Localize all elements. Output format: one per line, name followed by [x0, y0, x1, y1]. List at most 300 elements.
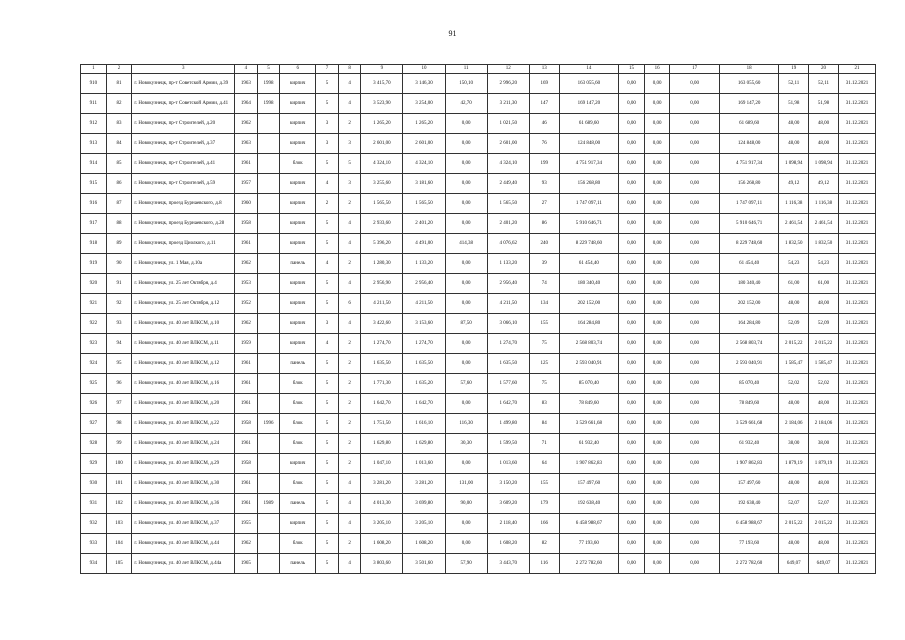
entrances-cell: 4 [338, 514, 361, 534]
unit-cost-19: 61,00 [779, 274, 809, 294]
floors-cell: 5 [316, 394, 339, 414]
total-area: 3 422,60 [361, 314, 403, 334]
column-number-header: 1 [81, 65, 107, 74]
total-cost: 192 638,40 [559, 494, 619, 514]
year-built: 1961 [235, 154, 258, 174]
residential-area: 1 021,50 [487, 114, 529, 134]
residents-count: 86 [529, 214, 559, 234]
entrances-cell: 2 [338, 374, 361, 394]
wall-material: кирпич [280, 234, 316, 254]
wall-material: панель [280, 554, 316, 574]
residents-count: 199 [529, 154, 559, 174]
cost-col-18: 192 638,40 [719, 494, 779, 514]
living-area: 1 642,70 [403, 394, 445, 414]
entrances-cell: 3 [338, 174, 361, 194]
date-cell: 31.12.2021 [838, 554, 875, 574]
table-row [81, 194, 876, 214]
nonresidential-area: 42,70 [445, 94, 487, 114]
cost-col-18: 2 593 040,91 [719, 354, 779, 374]
address-cell: г. Новокузнецк, проезд Циолкого, д.11 [132, 234, 235, 254]
cost-col-15: 0,00 [619, 174, 645, 194]
cost-col-17: 0,00 [670, 414, 719, 434]
address-cell: г. Новокузнецк, ул. 40 лет ВЛКСМ, д.20 [132, 394, 235, 414]
year-built: 1965 [235, 554, 258, 574]
row-index: 913 [81, 134, 107, 154]
year-built: 1962 [235, 114, 258, 134]
column-number-header: 6 [280, 65, 316, 74]
residential-area: 3 211,30 [487, 94, 529, 114]
floors-cell: 5 [316, 514, 339, 534]
residents-count: 155 [529, 314, 559, 334]
residents-count: 76 [529, 134, 559, 154]
unit-cost-20: 52,09 [809, 314, 839, 334]
cost-col-16: 0,00 [644, 94, 670, 114]
cost-col-15: 0,00 [619, 394, 645, 414]
row-number: 89 [106, 234, 132, 254]
nonresidential-area: 0,00 [445, 394, 487, 414]
living-area: 4 491,00 [403, 234, 445, 254]
total-cost: 61 454,40 [559, 254, 619, 274]
unit-cost-19: 52,09 [779, 314, 809, 334]
date-cell: 31.12.2021 [838, 454, 875, 474]
date-cell: 31.12.2021 [838, 374, 875, 394]
floors-cell: 5 [316, 214, 339, 234]
cost-col-17: 0,00 [670, 454, 719, 474]
year-built: 1961 [235, 234, 258, 254]
year-renovated [257, 374, 280, 394]
residents-count: 75 [529, 374, 559, 394]
date-cell: 31.12.2021 [838, 154, 875, 174]
total-area: 4 211,50 [361, 294, 403, 314]
date-cell: 31.12.2021 [838, 334, 875, 354]
wall-material: кирпич [280, 114, 316, 134]
total-area: 1 047,10 [361, 454, 403, 474]
unit-cost-20: 54,23 [809, 254, 839, 274]
floors-cell: 3 [316, 134, 339, 154]
date-cell: 31.12.2021 [838, 114, 875, 134]
unit-cost-20: 1 879,19 [809, 454, 839, 474]
residential-area: 1 599,50 [487, 434, 529, 454]
unit-cost-19: 1 098,94 [779, 154, 809, 174]
row-index: 912 [81, 114, 107, 134]
row-index: 919 [81, 254, 107, 274]
row-number: 97 [106, 394, 132, 414]
cost-col-15: 0,00 [619, 374, 645, 394]
total-cost: 5 910 646,71 [559, 214, 619, 234]
cost-col-15: 0,00 [619, 354, 645, 374]
floors-cell: 4 [316, 254, 339, 274]
total-area: 3 255,60 [361, 174, 403, 194]
floors-cell: 5 [316, 154, 339, 174]
unit-cost-20: 2 015,22 [809, 514, 839, 534]
year-built: 1961 [235, 374, 258, 394]
unit-cost-19: 2 461,54 [779, 214, 809, 234]
row-index: 910 [81, 74, 107, 94]
column-number-header: 11 [445, 65, 487, 74]
cost-col-18: 2 272 782,60 [719, 554, 779, 574]
year-renovated: 1998 [257, 94, 280, 114]
residential-area: 4 324,10 [487, 154, 529, 174]
entrances-cell: 2 [338, 414, 361, 434]
residential-area: 1 608,20 [487, 534, 529, 554]
unit-cost-19: 48,00 [779, 474, 809, 494]
row-index: 914 [81, 154, 107, 174]
residential-area: 1 133,20 [487, 254, 529, 274]
total-area: 3 415,70 [361, 74, 403, 94]
residential-area: 1 635,50 [487, 354, 529, 374]
address-cell: г. Новокузнецк, ул. 40 лет ВЛКСМ, д.10 [132, 314, 235, 334]
unit-cost-19: 51,98 [779, 94, 809, 114]
address-cell: г. Новокузнецк, ул. 40 лет ВЛКСМ, д.11 [132, 334, 235, 354]
cost-col-15: 0,00 [619, 494, 645, 514]
cost-col-16: 0,00 [644, 534, 670, 554]
year-renovated [257, 154, 280, 174]
residential-area: 3 066,10 [487, 314, 529, 334]
cost-col-18: 61 932,40 [719, 434, 779, 454]
row-index: 920 [81, 274, 107, 294]
residents-count: 74 [529, 274, 559, 294]
cost-col-18: 4 751 917,34 [719, 154, 779, 174]
table-row [81, 74, 876, 94]
column-number-header: 14 [559, 65, 619, 74]
entrances-cell: 4 [338, 554, 361, 574]
cost-col-17: 0,00 [670, 554, 719, 574]
cost-col-16: 0,00 [644, 454, 670, 474]
cost-col-15: 0,00 [619, 454, 645, 474]
cost-col-17: 0,00 [670, 294, 719, 314]
year-built: 1961 [235, 354, 258, 374]
cost-col-16: 0,00 [644, 174, 670, 194]
year-built: 1961 [235, 494, 258, 514]
cost-col-16: 0,00 [644, 374, 670, 394]
entrances-cell: 3 [338, 134, 361, 154]
cost-col-16: 0,00 [644, 414, 670, 434]
floors-cell: 4 [316, 334, 339, 354]
total-area: 1 265,20 [361, 114, 403, 134]
date-cell: 31.12.2021 [838, 434, 875, 454]
cost-col-16: 0,00 [644, 114, 670, 134]
living-area: 2 956,40 [403, 274, 445, 294]
total-cost: 2 272 782,60 [559, 554, 619, 574]
unit-cost-20: 2 184,06 [809, 414, 839, 434]
cost-col-18: 6 458 988,67 [719, 514, 779, 534]
row-number: 82 [106, 94, 132, 114]
living-area: 1 265,20 [403, 114, 445, 134]
nonresidential-area: 150,10 [445, 74, 487, 94]
table-row [81, 114, 876, 134]
year-renovated [257, 554, 280, 574]
residential-area: 2 449,40 [487, 174, 529, 194]
floors-cell: 3 [316, 314, 339, 334]
nonresidential-area: 0,00 [445, 154, 487, 174]
year-renovated [257, 434, 280, 454]
date-cell: 31.12.2021 [838, 134, 875, 154]
living-area: 3 153,60 [403, 314, 445, 334]
residential-area: 1 274,70 [487, 334, 529, 354]
floors-cell: 5 [316, 354, 339, 374]
cost-col-17: 0,00 [670, 274, 719, 294]
year-built: 1962 [235, 314, 258, 334]
residents-count: 27 [529, 194, 559, 214]
year-built: 1961 [235, 394, 258, 414]
table-row [81, 374, 876, 394]
residential-area: 1 577,60 [487, 374, 529, 394]
cost-col-15: 0,00 [619, 274, 645, 294]
cost-col-16: 0,00 [644, 474, 670, 494]
cost-col-16: 0,00 [644, 494, 670, 514]
unit-cost-20: 649,07 [809, 554, 839, 574]
row-index: 923 [81, 334, 107, 354]
unit-cost-20: 48,00 [809, 134, 839, 154]
total-cost: 124 848,00 [559, 134, 619, 154]
table-row [81, 134, 876, 154]
column-number-header: 13 [529, 65, 559, 74]
cost-col-16: 0,00 [644, 254, 670, 274]
nonresidential-area: 414,38 [445, 234, 487, 254]
row-index: 932 [81, 514, 107, 534]
column-number-header: 19 [779, 65, 809, 74]
row-number: 81 [106, 74, 132, 94]
date-cell: 31.12.2021 [838, 254, 875, 274]
column-number-row [81, 65, 876, 74]
column-number-header: 12 [487, 65, 529, 74]
address-cell: г. Новокузнецк, проезд Бурнаевского, д.28 [132, 214, 235, 234]
nonresidential-area: 0,00 [445, 454, 487, 474]
table-row [81, 274, 876, 294]
nonresidential-area: 90,00 [445, 494, 487, 514]
cost-col-18: 2 568 803,74 [719, 334, 779, 354]
residents-count: 64 [529, 454, 559, 474]
cost-col-17: 0,00 [670, 494, 719, 514]
cost-col-17: 0,00 [670, 374, 719, 394]
nonresidential-area: 87,50 [445, 314, 487, 334]
date-cell: 31.12.2021 [838, 234, 875, 254]
unit-cost-20: 1 585,47 [809, 354, 839, 374]
unit-cost-20: 49,12 [809, 174, 839, 194]
unit-cost-19: 48,00 [779, 534, 809, 554]
cost-col-18: 164 284,80 [719, 314, 779, 334]
total-cost: 61 689,60 [559, 114, 619, 134]
year-built: 1962 [235, 254, 258, 274]
residential-area: 4 211,50 [487, 294, 529, 314]
date-cell: 31.12.2021 [838, 194, 875, 214]
cost-col-15: 0,00 [619, 74, 645, 94]
total-area: 4 324,10 [361, 154, 403, 174]
entrances-cell: 2 [338, 394, 361, 414]
cost-col-16: 0,00 [644, 294, 670, 314]
nonresidential-area: 0,00 [445, 534, 487, 554]
residents-count: 46 [529, 114, 559, 134]
entrances-cell: 4 [338, 474, 361, 494]
residents-count: 75 [529, 334, 559, 354]
cost-col-18: 61 689,60 [719, 114, 779, 134]
total-area: 2 933,60 [361, 214, 403, 234]
residents-count: 84 [529, 414, 559, 434]
nonresidential-area: 0,00 [445, 274, 487, 294]
total-cost: 156 268,80 [559, 174, 619, 194]
year-renovated [257, 454, 280, 474]
date-cell: 31.12.2021 [838, 94, 875, 114]
entrances-cell: 4 [338, 94, 361, 114]
table-row [81, 534, 876, 554]
entrances-cell: 2 [338, 194, 361, 214]
wall-material: кирпич [280, 274, 316, 294]
cost-col-17: 0,00 [670, 174, 719, 194]
table-row [81, 214, 876, 234]
row-number: 88 [106, 214, 132, 234]
wall-material: кирпич [280, 334, 316, 354]
residents-count: 134 [529, 294, 559, 314]
year-renovated [257, 534, 280, 554]
date-cell: 31.12.2021 [838, 274, 875, 294]
wall-material: блок [280, 154, 316, 174]
year-built: 1963 [235, 74, 258, 94]
total-area: 1 771,30 [361, 374, 403, 394]
entrances-cell: 4 [338, 314, 361, 334]
address-cell: г. Новокузнецк, ул. 40 лет ВЛКСМ, д.16 [132, 374, 235, 394]
row-index: 916 [81, 194, 107, 214]
table-row [81, 394, 876, 414]
column-number-header: 8 [338, 65, 361, 74]
year-built: 1961 [235, 434, 258, 454]
total-area: 5 396,20 [361, 234, 403, 254]
cost-col-18: 180 340,40 [719, 274, 779, 294]
address-cell: г. Новокузнецк, ул. 40 лет ВЛКСМ, д.22 [132, 414, 235, 434]
row-number: 92 [106, 294, 132, 314]
cost-col-15: 0,00 [619, 314, 645, 334]
total-cost: 78 849,60 [559, 394, 619, 414]
residents-count: 147 [529, 94, 559, 114]
total-cost: 4 751 917,34 [559, 154, 619, 174]
cost-col-15: 0,00 [619, 434, 645, 454]
total-area: 1 635,50 [361, 354, 403, 374]
residential-area: 1 642,70 [487, 394, 529, 414]
residential-area: 3 443,70 [487, 554, 529, 574]
cost-col-16: 0,00 [644, 314, 670, 334]
living-area: 3 205,10 [403, 514, 445, 534]
cost-col-15: 0,00 [619, 554, 645, 574]
wall-material: панель [280, 254, 316, 274]
nonresidential-area: 116,30 [445, 414, 487, 434]
cost-col-15: 0,00 [619, 94, 645, 114]
row-number: 98 [106, 414, 132, 434]
floors-cell: 5 [316, 494, 339, 514]
date-cell: 31.12.2021 [838, 294, 875, 314]
residential-area: 3 609,20 [487, 494, 529, 514]
floors-cell: 5 [316, 94, 339, 114]
cost-col-15: 0,00 [619, 334, 645, 354]
address-cell: г. Новокузнецк, проезд Бурнаевского, д.8 [132, 194, 235, 214]
residents-count: 93 [529, 174, 559, 194]
unit-cost-20: 52,11 [809, 74, 839, 94]
date-cell: 31.12.2021 [838, 214, 875, 234]
total-cost: 163 055,60 [559, 74, 619, 94]
date-cell: 31.12.2021 [838, 514, 875, 534]
cost-col-16: 0,00 [644, 134, 670, 154]
cost-col-15: 0,00 [619, 214, 645, 234]
date-cell: 31.12.2021 [838, 494, 875, 514]
floors-cell: 5 [316, 74, 339, 94]
cost-col-18: 3 529 661,68 [719, 414, 779, 434]
residential-area: 2 401,20 [487, 214, 529, 234]
row-number: 99 [106, 434, 132, 454]
total-cost: 164 284,80 [559, 314, 619, 334]
cost-col-18: 85 070,40 [719, 374, 779, 394]
row-index: 925 [81, 374, 107, 394]
column-number-header: 10 [403, 65, 445, 74]
year-renovated [257, 134, 280, 154]
floors-cell: 5 [316, 274, 339, 294]
unit-cost-19: 2 184,06 [779, 414, 809, 434]
unit-cost-19: 2 015,22 [779, 514, 809, 534]
living-area: 1 133,20 [403, 254, 445, 274]
total-area: 3 523,90 [361, 94, 403, 114]
wall-material: блок [280, 434, 316, 454]
row-index: 928 [81, 434, 107, 454]
table-row [81, 354, 876, 374]
column-number-header: 18 [719, 65, 779, 74]
wall-material: кирпич [280, 454, 316, 474]
wall-material: кирпич [280, 94, 316, 114]
unit-cost-19: 48,00 [779, 114, 809, 134]
cost-col-18: 77 193,60 [719, 534, 779, 554]
cost-col-17: 0,00 [670, 94, 719, 114]
unit-cost-19: 2 015,22 [779, 334, 809, 354]
cost-col-15: 0,00 [619, 134, 645, 154]
date-cell: 31.12.2021 [838, 474, 875, 494]
unit-cost-19: 52,07 [779, 494, 809, 514]
year-built: 1955 [235, 514, 258, 534]
cost-col-17: 0,00 [670, 534, 719, 554]
wall-material: кирпич [280, 174, 316, 194]
address-cell: г. Новокузнецк, пр-т Строителей, д.20 [132, 114, 235, 134]
year-built: 1957 [235, 174, 258, 194]
residential-area: 2 601,00 [487, 134, 529, 154]
nonresidential-area: 0,00 [445, 334, 487, 354]
row-index: 926 [81, 394, 107, 414]
entrances-cell: 6 [338, 294, 361, 314]
entrances-cell: 2 [338, 334, 361, 354]
unit-cost-19: 1 879,19 [779, 454, 809, 474]
table-body [81, 74, 876, 574]
cost-col-18: 8 229 748,60 [719, 234, 779, 254]
nonresidential-area: 0,00 [445, 514, 487, 534]
unit-cost-19: 1 585,47 [779, 354, 809, 374]
row-index: 918 [81, 234, 107, 254]
total-cost: 169 147,20 [559, 94, 619, 114]
nonresidential-area: 0,00 [445, 214, 487, 234]
address-cell: г. Новокузнецк, пр-т Советской Армии, д.41 [132, 94, 235, 114]
living-area: 1 629,80 [403, 434, 445, 454]
unit-cost-20: 48,00 [809, 294, 839, 314]
total-cost: 1 747 097,11 [559, 194, 619, 214]
cost-col-16: 0,00 [644, 154, 670, 174]
address-cell: г. Новокузнецк, пр-т Строителей, д.59 [132, 174, 235, 194]
date-cell: 31.12.2021 [838, 174, 875, 194]
wall-material: кирпич [280, 294, 316, 314]
total-cost: 61 932,40 [559, 434, 619, 454]
address-cell: г. Новокузнецк, ул. 25 лет Октября, д.12 [132, 294, 235, 314]
unit-cost-20: 1 832,50 [809, 234, 839, 254]
row-index: 934 [81, 554, 107, 574]
floors-cell: 5 [316, 454, 339, 474]
cost-col-17: 0,00 [670, 214, 719, 234]
nonresidential-area: 0,00 [445, 294, 487, 314]
nonresidential-area: 0,00 [445, 254, 487, 274]
cost-col-16: 0,00 [644, 214, 670, 234]
nonresidential-area: 57,90 [445, 554, 487, 574]
row-number: 100 [106, 454, 132, 474]
